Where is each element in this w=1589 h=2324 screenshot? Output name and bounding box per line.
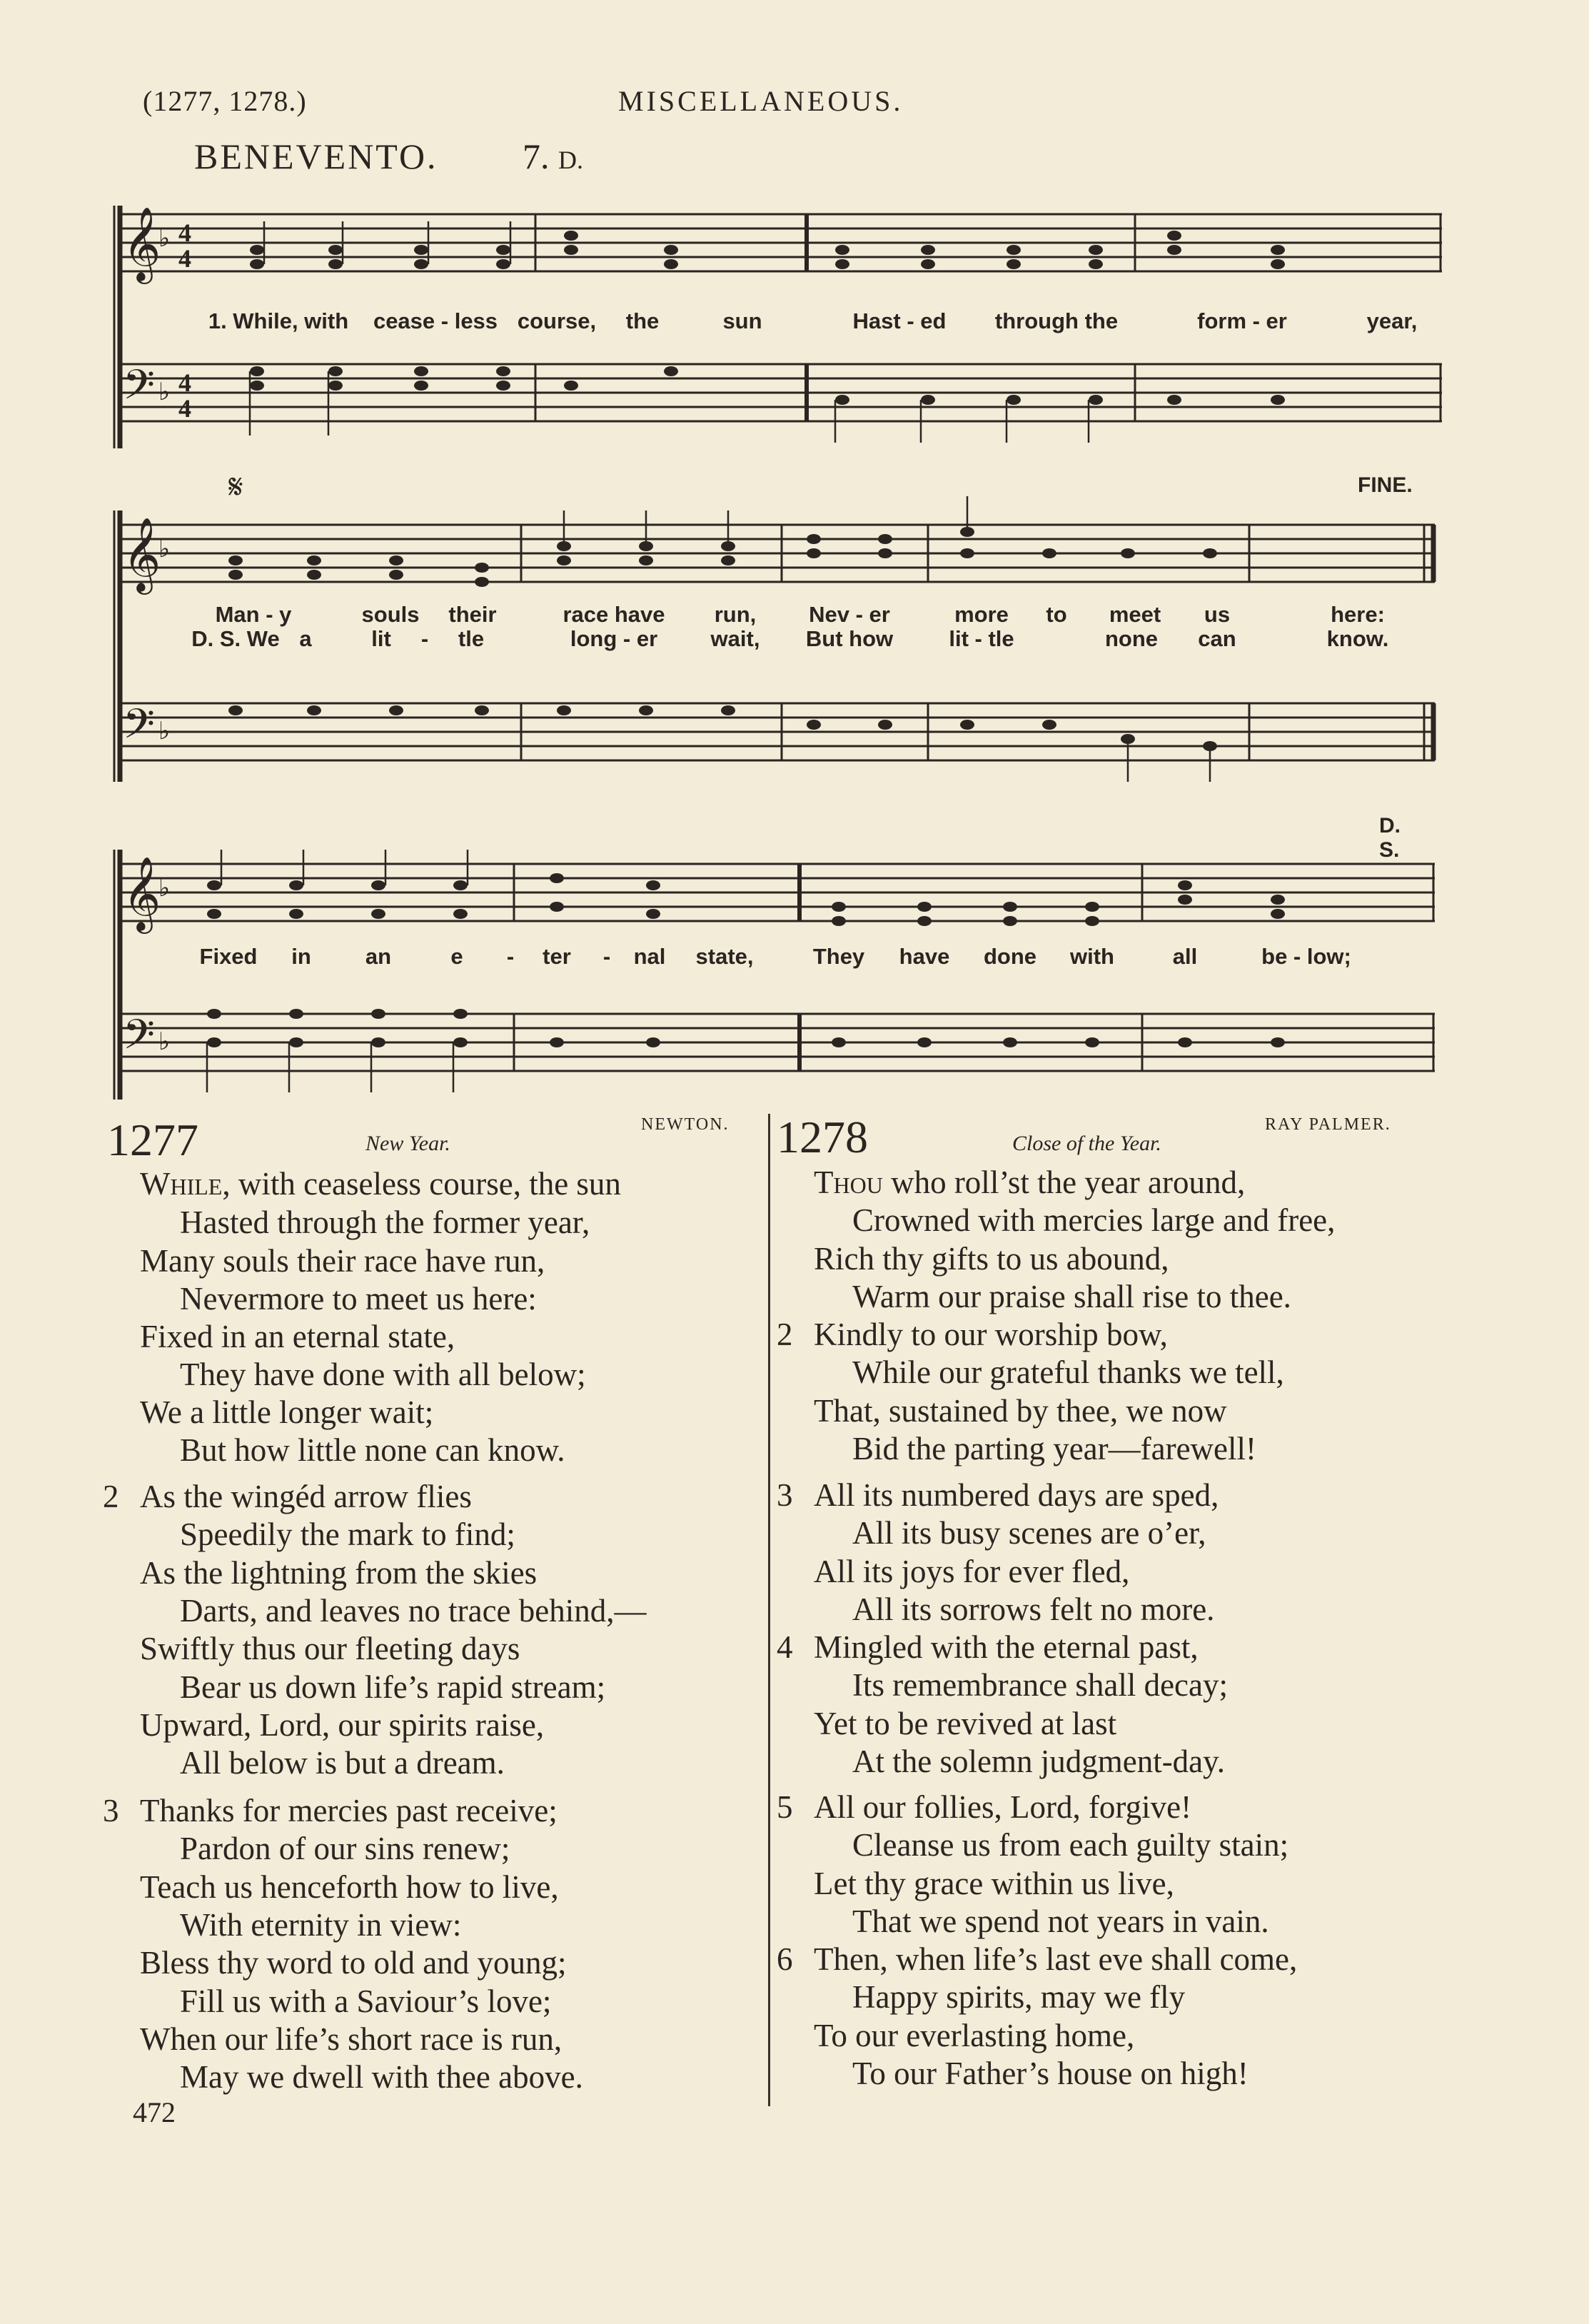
lyric: a (299, 626, 312, 651)
staff-notation-2 (107, 496, 1449, 810)
lyric: They (812, 944, 865, 969)
verse-line: Then, when life’s last eve shall come, (814, 1941, 1298, 1977)
lyric: sun (722, 308, 762, 333)
lyric: an (365, 944, 392, 969)
lyric: can (1198, 626, 1236, 651)
stanza-number: 2 (103, 1479, 119, 1514)
lyric: in (291, 944, 311, 969)
lyric: But how (805, 626, 894, 651)
staff-notation-3 (107, 835, 1449, 1121)
lyric: cease - less (373, 308, 498, 333)
svg-text:♭: ♭ (158, 378, 171, 406)
verse-line: Swiftly thus our fleeting days (140, 1631, 520, 1666)
hymn-author-1277: NEWTON. (641, 1115, 730, 1134)
verse-line: Teach us henceforth how to live, (140, 1869, 559, 1905)
svg-text:4: 4 (178, 368, 191, 397)
verse-line: With eternity in view: (180, 1907, 462, 1943)
verse-line: Bless thy word to old and young; (140, 1945, 567, 1981)
svg-text:𝄢: 𝄢 (123, 1010, 156, 1069)
verse-line: While, with ceaseless course, the sun (140, 1166, 621, 1202)
lyric: - (602, 944, 611, 969)
verse-line: To our everlasting home, (814, 2018, 1135, 2053)
lyric: all (1172, 944, 1198, 969)
lyric: lit (371, 626, 391, 651)
lyric: souls (361, 602, 420, 627)
lyric: long - er (570, 626, 658, 651)
verse-line: All its sorrows felt no more. (852, 1591, 1215, 1627)
lyric: Nev - er (809, 602, 890, 627)
hymn-author-1278: RAY PALMER. (1265, 1115, 1391, 1134)
svg-text:♭: ♭ (158, 535, 171, 563)
verse-line: Thanks for mercies past receive; (140, 1793, 558, 1828)
verse-line: Pardon of our sins renew; (180, 1831, 510, 1866)
lyric: D. S. We (191, 626, 280, 651)
verse-line: Bear us down life’s rapid stream; (180, 1669, 606, 1705)
music-system-1 (107, 193, 1449, 457)
svg-text:♭: ♭ (158, 224, 171, 253)
verse-line: But how little none can know. (180, 1432, 565, 1468)
lyric: form - er (1197, 308, 1287, 333)
lyric: done (983, 944, 1037, 969)
verse-line: While our grateful thanks we tell, (852, 1354, 1284, 1390)
verse-line: At the solemn judgment-day. (852, 1744, 1225, 1779)
svg-text:4: 4 (178, 244, 191, 273)
verse-line: May we dwell with thee above. (180, 2059, 583, 2095)
lyric: lit - tle (949, 626, 1014, 651)
verse-line: Nevermore to meet us here: (180, 1281, 537, 1317)
svg-text:4: 4 (178, 394, 191, 423)
lyric: wait, (710, 626, 760, 651)
segno-sign: 𝄋 (228, 468, 243, 506)
verse-line: All its joys for ever fled, (814, 1554, 1130, 1589)
lyric: to (1046, 602, 1067, 627)
lyric: Man - y (215, 602, 292, 627)
verse-line: They have done with all below; (180, 1357, 586, 1392)
verse-line: Its remembrance shall decay; (852, 1667, 1229, 1703)
svg-text:𝄢: 𝄢 (123, 700, 156, 758)
lyric: Fixed (199, 944, 258, 969)
verse-line: Warm our praise shall rise to thee. (852, 1279, 1291, 1314)
svg-text:4: 4 (178, 218, 191, 247)
ds-mark: D. S. (1379, 814, 1401, 862)
lyric: year, (1366, 308, 1418, 333)
lyric: more (954, 602, 1009, 627)
verse-line: Cleanse us from each guilty stain; (852, 1827, 1289, 1863)
hymn-number-1278: 1278 (777, 1112, 868, 1162)
verse-line: We a little longer wait; (140, 1394, 434, 1430)
verse-line: Crowned with mercies large and free, (852, 1202, 1336, 1238)
lyric: run, (714, 602, 757, 627)
verse-line: That, sustained by thee, we now (814, 1393, 1227, 1429)
lyric: state, (695, 944, 754, 969)
verse-line: All its numbered days are sped, (814, 1477, 1219, 1513)
lyric: none (1104, 626, 1159, 651)
verse-line: Upward, Lord, our spirits raise, (140, 1707, 545, 1743)
svg-text:𝄢: 𝄢 (123, 361, 156, 419)
svg-text:𝄞: 𝄞 (123, 517, 161, 592)
verse-line: That we spend not years in vain. (852, 1903, 1269, 1939)
lyric: the (625, 308, 660, 333)
stanza-number: 3 (103, 1793, 119, 1828)
verse-line: Hasted through the former year, (180, 1204, 590, 1240)
lyric: ter (543, 944, 571, 969)
hymn-number-1277: 1277 (107, 1115, 198, 1165)
lyric: meet (1109, 602, 1161, 627)
tune-name: BENEVENTO. (194, 136, 438, 176)
verse-line: All its busy scenes are o’er, (852, 1515, 1206, 1551)
svg-text:♭: ♭ (158, 1027, 171, 1056)
stanza-number: 5 (777, 1789, 793, 1825)
verse-line: As the lightning from the skies (140, 1555, 538, 1591)
lyric: be - low; (1261, 944, 1351, 969)
svg-text:♭: ♭ (158, 717, 171, 745)
lyric: - (420, 626, 429, 651)
verse-line: All our follies, Lord, forgive! (814, 1789, 1192, 1825)
page-number: 472 (133, 2096, 176, 2128)
verse-line: All below is but a dream. (180, 1745, 505, 1781)
verse-line: Happy spirits, may we fly (852, 1979, 1186, 2015)
verse-line: Yet to be revived at last (814, 1706, 1117, 1741)
lyric: through the (994, 308, 1119, 333)
hymn-numbers-header: (1277, 1278.) (143, 85, 307, 117)
verse-line: Darts, and leaves no trace behind,— (180, 1593, 647, 1629)
stanza-number: 2 (777, 1317, 793, 1352)
verse-line: As the wingéd arrow flies (140, 1479, 472, 1514)
lyric: with (1070, 944, 1114, 969)
verse-line: Rich thy gifts to us abound, (814, 1241, 1169, 1277)
lyric: course, (517, 308, 597, 333)
lyric: have (899, 944, 950, 969)
hymn-occasion-1278: Close of the Year. (1012, 1132, 1161, 1155)
stanza-number: 4 (777, 1629, 793, 1665)
section-title: MISCELLANEOUS. (618, 85, 904, 117)
column-divider (768, 1114, 770, 2106)
verse-line: Speedily the mark to find; (180, 1516, 515, 1552)
verse-line: Fixed in an eternal state, (140, 1319, 455, 1354)
svg-text:♭: ♭ (158, 874, 171, 902)
tune-meter: 7. D. (523, 136, 583, 176)
svg-text:𝄞: 𝄞 (123, 856, 161, 931)
lyric: us (1204, 602, 1231, 627)
lyric: their (448, 602, 497, 627)
stanza-number: 3 (777, 1477, 793, 1513)
lyric: know. (1326, 626, 1389, 651)
lyric: Hast - ed (852, 308, 947, 333)
lyric: 1. While, with (208, 308, 349, 333)
verse-line: Mingled with the eternal past, (814, 1629, 1199, 1665)
lyric: tle (458, 626, 485, 651)
lyric: e (450, 944, 463, 969)
hymn-occasion-1277: New Year. (365, 1132, 450, 1155)
stanza-number: 6 (777, 1941, 793, 1977)
verse-line: Fill us with a Saviour’s love; (180, 1983, 552, 2019)
lyric: race have (563, 602, 665, 627)
lyric: - (506, 944, 515, 969)
lyric: here: (1331, 602, 1385, 627)
lyric: nal (633, 944, 666, 969)
verse-line: Bid the parting year—farewell! (852, 1431, 1257, 1467)
verse-line: Let thy grace within us live, (814, 1866, 1174, 1901)
svg-text:𝄞: 𝄞 (123, 206, 161, 281)
verse-line: To our Father’s house on high! (852, 2056, 1248, 2091)
verse-line: Thou who roll’st the year around, (814, 1164, 1246, 1200)
verse-line: Many souls their race have run, (140, 1243, 545, 1279)
verse-line: When our life’s short race is run, (140, 2021, 563, 2057)
fine-mark: FINE. (1358, 473, 1413, 497)
verse-line: Kindly to our worship bow, (814, 1317, 1168, 1352)
